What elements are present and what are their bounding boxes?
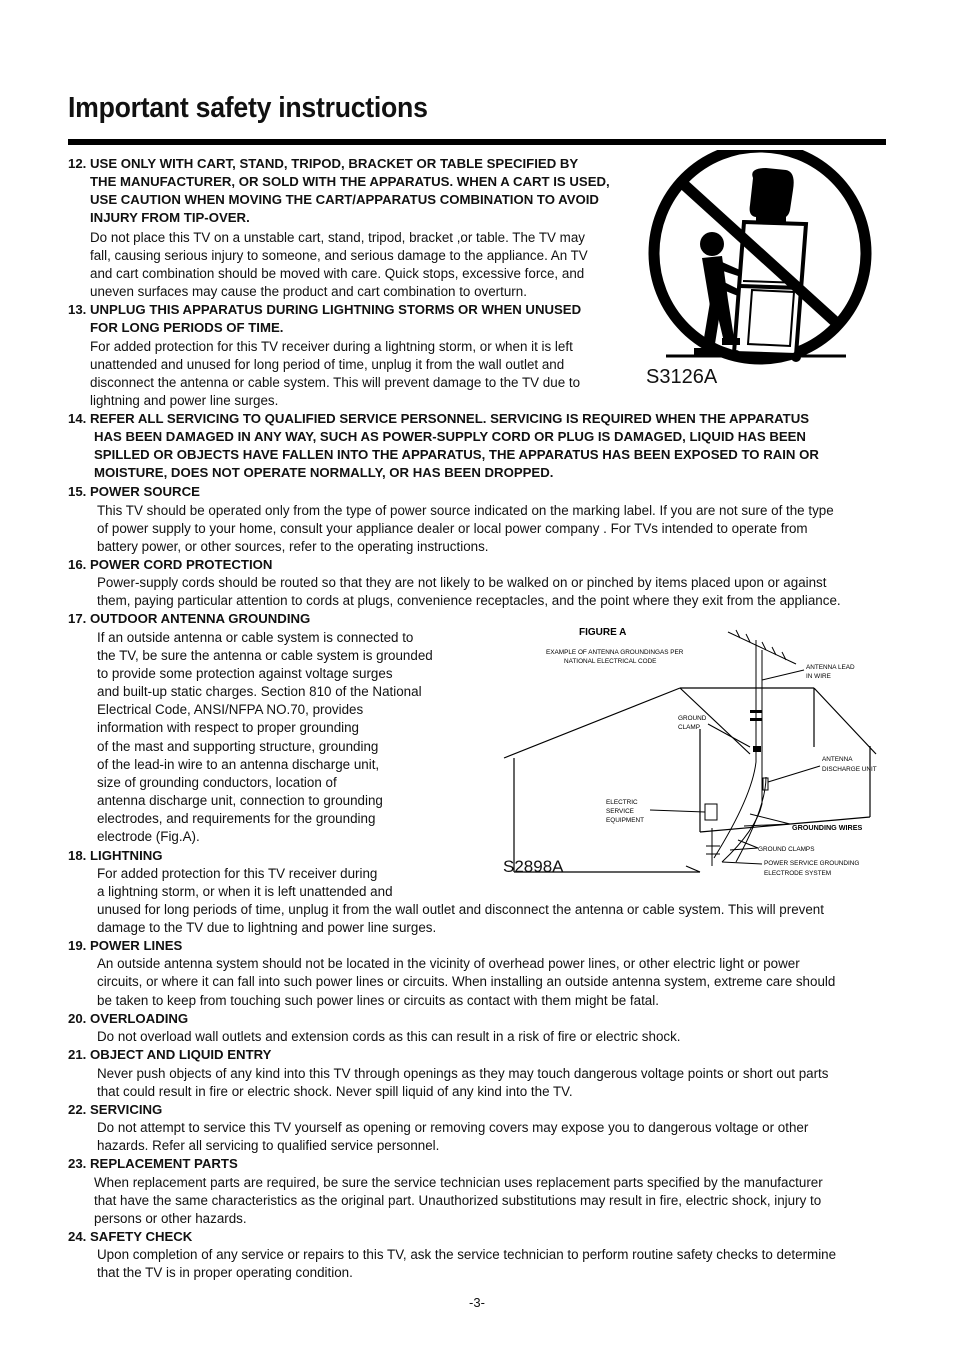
item-23-body-line-1: When replacement parts are required, be sure the service technician uses replacement parts specified by the manufacturer — [94, 1175, 823, 1190]
item-23-heading: 23. REPLACEMENT PARTS — [68, 1156, 238, 1171]
label-ground-clamp-line-2: CLAMP — [678, 724, 701, 731]
item-17-body-line-5: Electrical Code, ANSI/NFPA NO.70, provides — [97, 702, 364, 717]
item-20-body-line-1: Do not overload wall outlets and extension cords as this can result in a risk of fire or electric shock. — [97, 1029, 681, 1044]
item-15-body-line-2: of power supply to your home, consult your appliance dealer or local power company . For TVs intended to operate from — [97, 521, 808, 536]
electrode-icon — [706, 828, 720, 866]
item-19-body-line-2: circuits, or where it can fall into such power lines or circuits. When installing an outside antenna system, extreme care should — [97, 974, 836, 989]
item-23-body-line-3: persons or other hazards. — [94, 1211, 247, 1226]
antenna-grounding-diagram — [500, 622, 890, 882]
item-22-heading: 22. SERVICING — [68, 1102, 163, 1117]
item-17-body-line-11: electrodes, and requirements for the grounding — [97, 811, 376, 826]
item-24-body-line-1: Upon completion of any service or repairs to this TV, ask the service technician to perform routine safety checks to determine — [97, 1247, 837, 1262]
figure-a-heading: FIGURE A — [579, 627, 627, 638]
item-17-heading: 17. OUTDOOR ANTENNA GROUNDING — [68, 611, 311, 626]
item-12-body-line-1: Do not place this TV on a unstable cart, stand, tripod, bracket ,or table. The TV may — [90, 230, 585, 245]
page-title: Important safety instructions — [68, 92, 428, 124]
item-17-body-line-2: the TV, be sure the antenna or cable system is grounded — [97, 648, 433, 663]
item-17-body-line-8: of the lead-in wire to an antenna discharge unit, — [97, 757, 380, 772]
title-rule — [68, 139, 886, 145]
item-22-body-line-1: Do not attempt to service this TV yourself as opening or removing covers may expose you to dangerous voltage or other — [97, 1120, 809, 1135]
item-12-body-line-4: uneven surfaces may cause the product and cart combination to overturn. — [90, 284, 527, 299]
item-14-heading-line-2: HAS BEEN DAMAGED IN ANY WAY, SUCH AS POWER-SUPPLY CORD OR PLUG IS DAMAGED, LIQUID HAS BEEN — [94, 429, 806, 444]
item-16-body-line-2: them, paying particular attention to cords at plugs, convenience receptacles, and the point where they exit from the appliance. — [97, 593, 841, 608]
label-power-line-2: ELECTRODE SYSTEM — [764, 870, 832, 877]
label-discharge-line-1: ANTENNA — [822, 756, 853, 763]
item-17-body-line-7: of the mast and supporting structure, grounding — [97, 739, 379, 754]
item-14-heading-line-3: SPILLED OR OBJECTS HAVE FALLEN INTO THE APPARATUS, THE APPARATUS HAS BEEN EXPOSED TO RAIN OR — [94, 447, 819, 462]
label-discharge-line-2: DISCHARGE UNIT — [822, 766, 877, 773]
item-16-heading: 16. POWER CORD PROTECTION — [68, 557, 273, 572]
item-21-heading: 21. OBJECT AND LIQUID ENTRY — [68, 1047, 272, 1062]
item-17-body-line-1: If an outside antenna or cable system is connected to — [97, 630, 414, 645]
item-13-body-line-2: unattended and unused for long period of time, unplug it from the wall outlet and — [90, 357, 565, 372]
item-13-heading-line-1: 13. UNPLUG THIS APPARATUS DURING LIGHTNING STORMS OR WHEN UNUSED — [68, 302, 582, 317]
label-ground-clamp-line-1: GROUND — [678, 715, 707, 722]
item-12-body-line-2: fall, causing serious injury to someone, and serious damage to the appliance. An TV — [90, 248, 588, 263]
item-15-heading: 15. POWER SOURCE — [68, 484, 200, 499]
item-13-body-line-1: For added protection for this TV receiver during a lightning storm, or when it is left — [90, 339, 573, 354]
item-17-body-line-6: information with respect to proper grounding — [97, 720, 360, 735]
item-15-body-line-3: battery power, or other sources, refer to the operating instructions. — [97, 539, 489, 554]
label-power-line-1: POWER SERVICE GROUNDING — [764, 860, 860, 867]
page-number: -3- — [469, 1295, 485, 1310]
label-antenna-lead-line-1: ANTENNA LEAD — [806, 664, 855, 671]
item-17-body-line-4: and built-up static charges. Section 810 of the National — [97, 684, 422, 699]
label-ground-clamps: GROUND CLAMPS — [758, 846, 815, 853]
figure-a-caption-line-2: NATIONAL ELECTRICAL CODE — [564, 658, 657, 665]
item-15-body-line-1: This TV should be operated only from the type of power source indicated on the marking label. If you are not sure of the type — [97, 503, 834, 518]
item-17-body-line-9: size of grounding conductors, location of — [97, 775, 337, 790]
item-12-heading-line-2: THE MANUFACTURER, OR SOLD WITH THE APPARATUS. WHEN A CART IS USED, — [90, 174, 610, 189]
item-12-heading-line-1: 12. USE ONLY WITH CART, STAND, TRIPOD, BRACKET OR TABLE SPECIFIED BY — [68, 156, 579, 171]
cart-tip-over-figure — [636, 150, 886, 400]
item-14-heading-line-1: 14. REFER ALL SERVICING TO QUALIFIED SERVICE PERSONNEL. SERVICING IS REQUIRED WHEN THE APPARATUS — [68, 411, 810, 426]
item-18-body-line-3: unused for long periods of time, unplug it from the wall outlet and disconnect the antenna or cable system. This will prevent — [97, 902, 824, 917]
label-grounding-wires: GROUNDING WIRES — [792, 823, 863, 832]
label-electric-line-2: SERVICE — [606, 808, 634, 815]
cart-figure-code: S3126A — [646, 366, 718, 388]
item-21-body-line-1: Never push objects of any kind into this TV through openings as they may touch dangerous voltage points or short out parts — [97, 1066, 829, 1081]
figure-a-code: S2898A — [503, 857, 564, 876]
item-14-heading-line-4: MOISTURE, DOES NOT OPERATE NORMALLY, OR HAS BEEN DROPPED. — [94, 465, 554, 480]
item-24-heading: 24. SAFETY CHECK — [68, 1229, 193, 1244]
item-21-body-line-2: that could result in fire or electric shock. Never spill liquid of any kind into the TV. — [97, 1084, 573, 1099]
item-12-body-line-3: and cart combination should be moved with care. Quick stops, excessive force, and — [90, 266, 585, 281]
item-24-body-line-2: that the TV is in proper operating condition. — [97, 1265, 353, 1280]
item-16-body-line-1: Power-supply cords should be routed so that they are not likely to be walked on or pinched by items placed upon or against — [97, 575, 827, 590]
item-13-heading-line-2: FOR LONG PERIODS OF TIME. — [90, 320, 284, 335]
item-22-body-line-2: hazards. Refer all servicing to qualified service personnel. — [97, 1138, 440, 1153]
item-19-body-line-3: be taken to keep from touching such power lines or circuits as contact with them might be fatal. — [97, 993, 659, 1008]
label-electric-line-3: EQUIPMENT — [606, 817, 644, 824]
label-antenna-lead-line-2: IN WIRE — [806, 673, 831, 680]
item-17-body-line-10: antenna discharge unit, connection to grounding — [97, 793, 383, 808]
item-19-heading: 19. POWER LINES — [68, 938, 183, 953]
electric-service-equipment-icon — [705, 804, 717, 820]
item-20-heading: 20. OVERLOADING — [68, 1011, 189, 1026]
item-17-body-line-12: electrode (Fig.A). — [97, 829, 200, 844]
item-18-body-line-1: For added protection for this TV receiver during — [97, 866, 378, 881]
item-18-heading: 18. LIGHTNING — [68, 848, 163, 863]
item-13-body-line-3: disconnect the antenna or cable system. This will prevent damage to the TV due to — [90, 375, 581, 390]
figure-a-caption-line-1: EXAMPLE OF ANTENNA GROUNDINGAS PER — [546, 649, 684, 656]
item-19-body-line-1: An outside antenna system should not be located in the vicinity of overhead power lines, or other electric light or power — [97, 956, 800, 971]
item-18-body-line-2: a lightning storm, or when it is left unattended and — [97, 884, 393, 899]
item-12-heading-line-3: USE CAUTION WHEN MOVING THE CART/APPARATUS COMBINATION TO AVOID — [90, 192, 599, 207]
item-23-body-line-2: that have the same characteristics as the original part. Unauthorized substitutions may result in fire, electric shock, injury to — [94, 1193, 822, 1208]
item-13-body-line-4: lightning and power line surges. — [90, 393, 279, 408]
item-17-body-line-3: to provide some protection against voltage surges — [97, 666, 393, 681]
item-18-body-line-4: damage to the TV due to lightning and power line surges. — [97, 920, 437, 935]
item-12-heading-line-4: INJURY FROM TIP-OVER. — [90, 210, 250, 225]
label-electric-line-1: ELECTRIC — [606, 799, 638, 806]
